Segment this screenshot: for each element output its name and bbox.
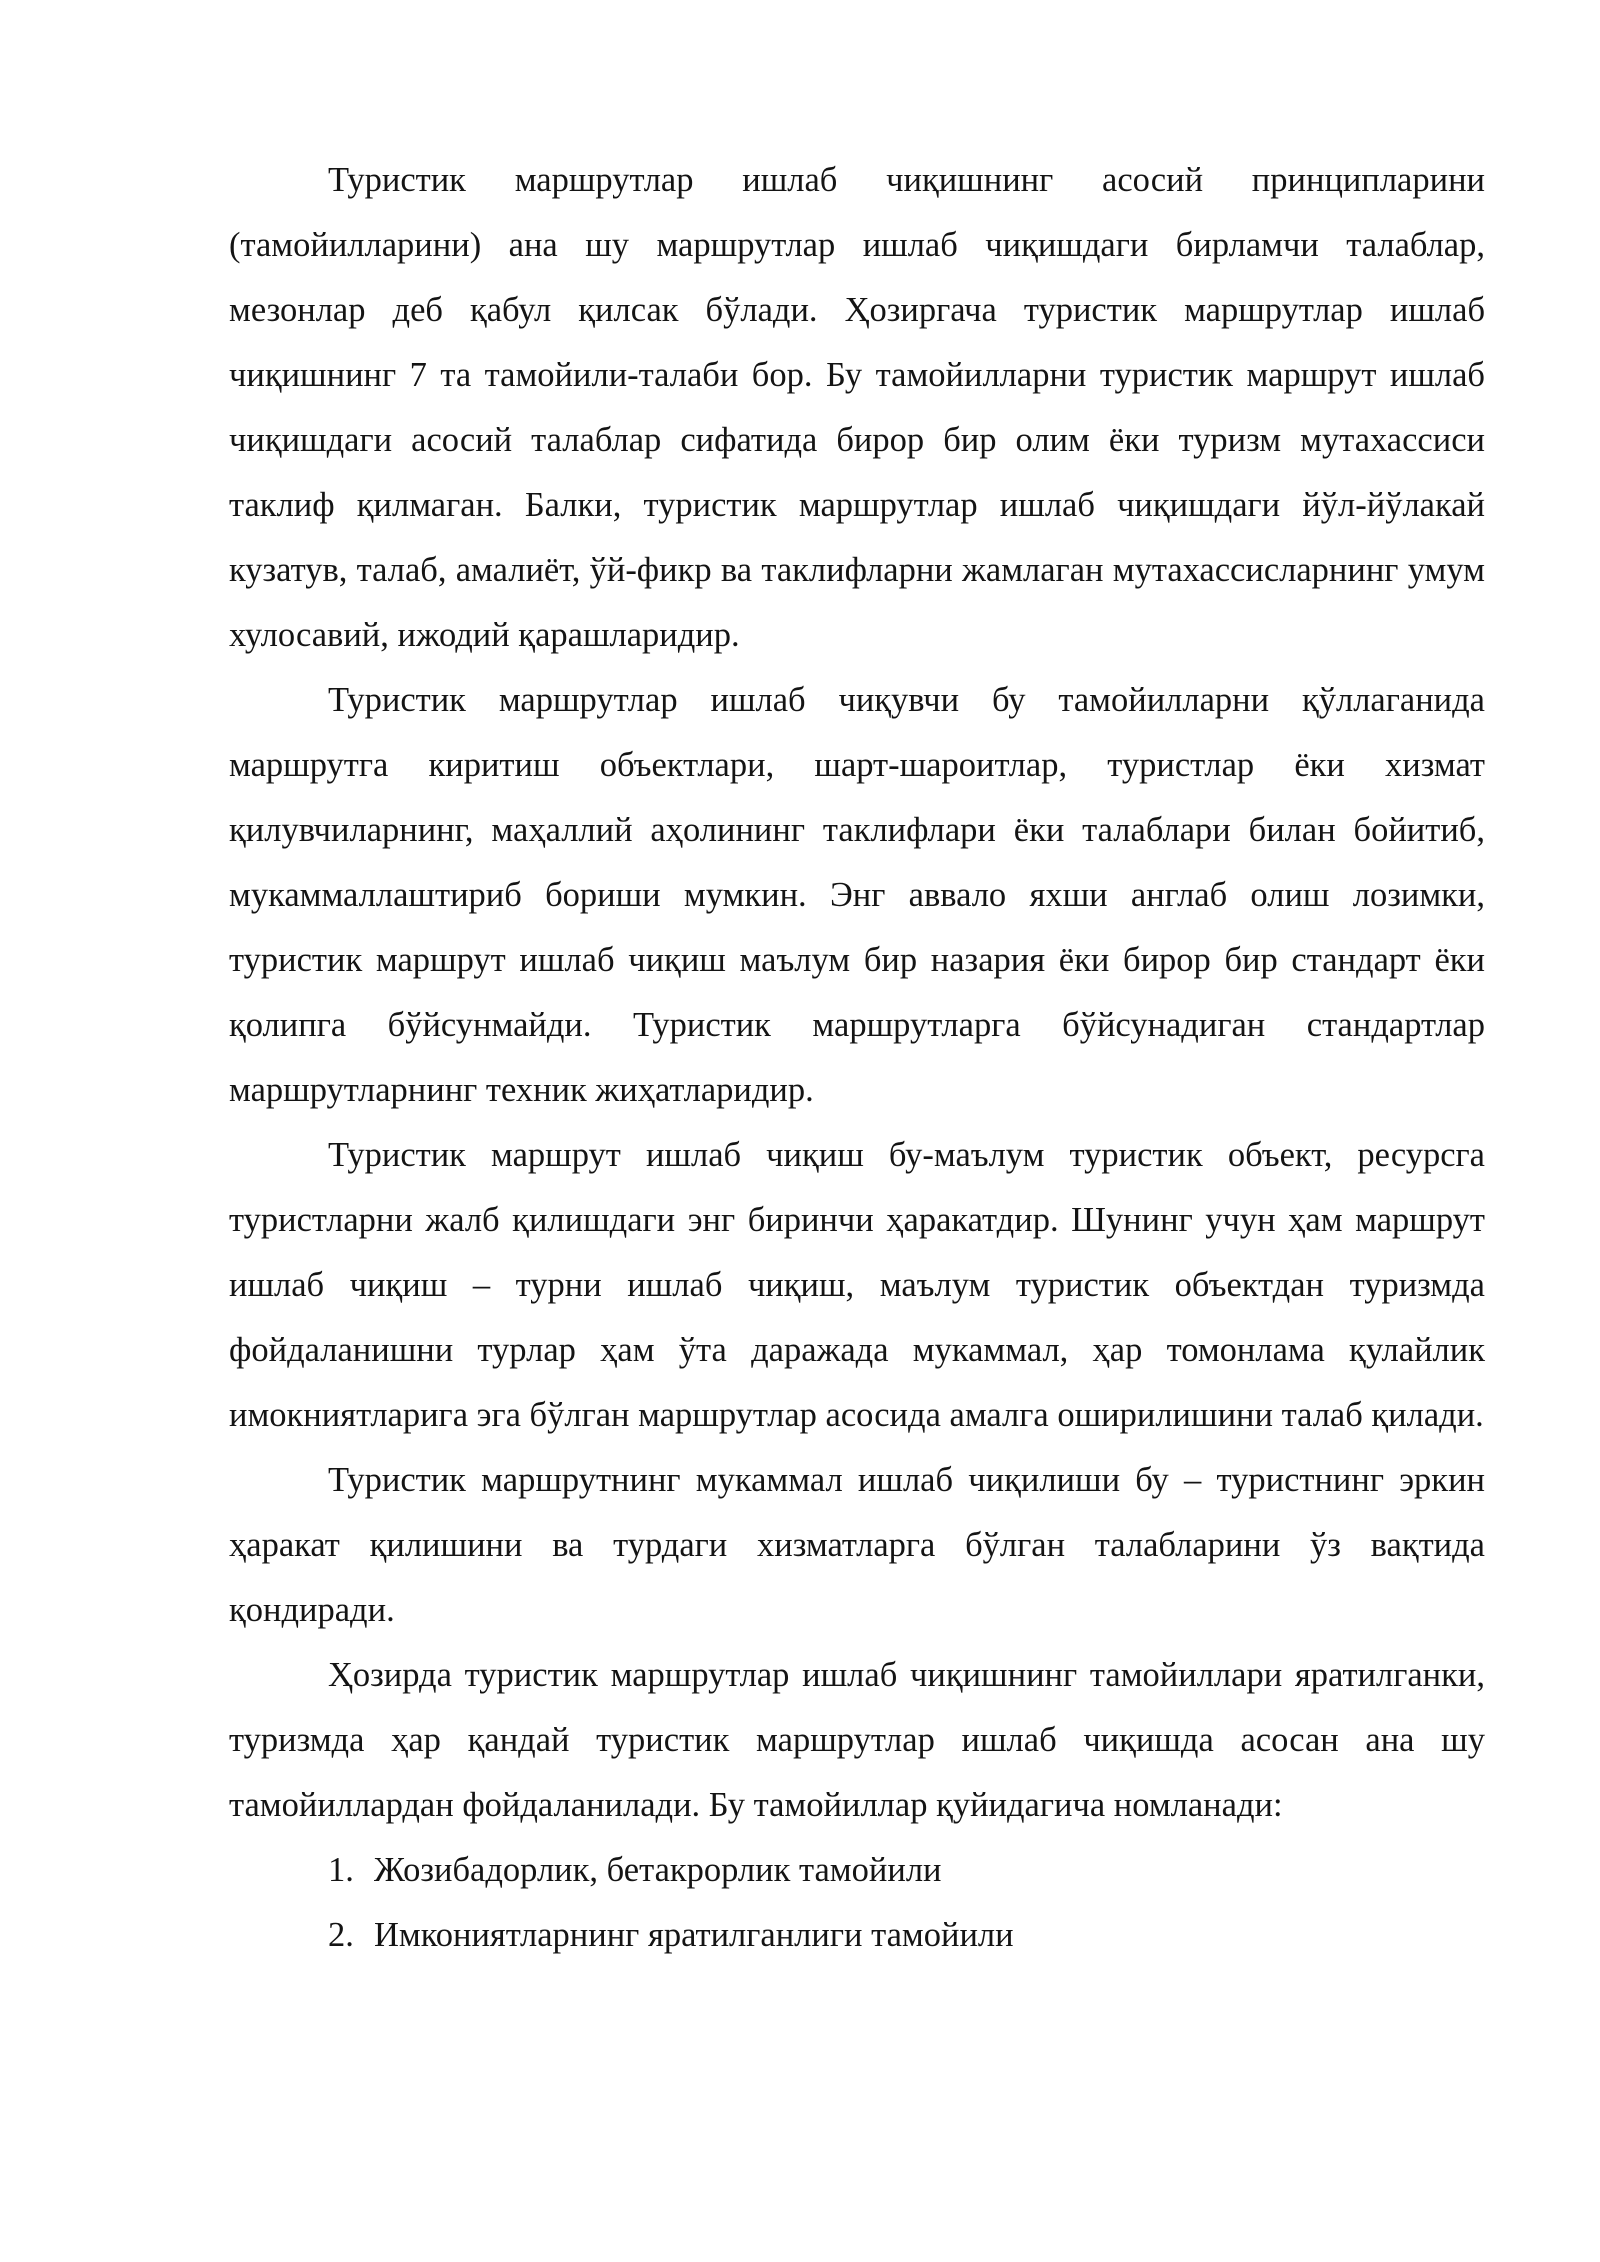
paragraph-4: Туристик маршрутнинг мукаммал ишлаб чиқилиши бу – туристнинг эркин ҳаракат қилишини ва турдаги хизматларга бўлган талабларини ўз вақтида қондиради. bbox=[229, 1461, 1485, 1629]
list-item-text: Имкониятларнинг яратилганлиги тамойили bbox=[374, 1916, 1014, 1954]
paragraph-1: Туристик маршрутлар ишлаб чиқишнинг асосий принципларини (тамойилларини) ана шу маршрутлар ишлаб чиқишдаги бирламчи талаблар, мезонлар деб қабул қилсак бўлади. Ҳозиргача туристик маршрутлар ишлаб чиқишнинг 7 та тамойили-талаби бор. Бу тамойилларни туристик маршрут ишлаб чиқишдаги асосий талаблар сифатида бирор бир олим ёки туризм мутахассиси таклиф қилмаган. Балки, туристик маршрутлар ишлаб чиқишдаги йўл-йўлакай кузатув, талаб, амалиёт, ўй-фикр ва таклифларни жамлаган мутахассисларнинг умум хулосавий, ижодий қарашларидир. bbox=[229, 161, 1485, 654]
paragraph-2: Туристик маршрутлар ишлаб чиқувчи бу тамойилларни қўллаганида маршрутга киритиш объектлари, шарт-шароитлар, туристлар ёки хизмат қилувчиларнинг, маҳаллий аҳолининг таклифлари ёки талаблари билан бойитиб, мукаммаллаштириб бориши мумкин. Энг аввало яхши англаб олиш лозимки, туристик маршрут ишлаб чиқиш маълум бир назария ёки бирор бир стандарт ёки қолипга бўйсунмайди. Туристик маршрутларга бўйсунадиган стандартлар маршрутларнинг техник жиҳатларидир. bbox=[229, 681, 1485, 1109]
list-item-number: 1. bbox=[328, 1851, 354, 1889]
principles-list bbox=[229, 1838, 1485, 1968]
paragraph-3: Туристик маршрут ишлаб чиқиш бу-маълум туристик объект, ресурсга туристларни жалб қилишдаги энг биринчи ҳаракатдир. Шунинг учун ҳам маршрут ишлаб чиқиш – турни ишлаб чиқиш, маълум туристик объектдан туризмда фойдаланишни турлар ҳам ўта даражада мукаммал, ҳар томонлама қулайлик имокниятларига эга бўлган маршрутлар асосида амалга оширилишини талаб қилади. bbox=[229, 1136, 1485, 1434]
list-item bbox=[229, 1838, 1485, 1903]
document-body bbox=[229, 148, 1485, 1968]
paragraph-5: Ҳозирда туристик маршрутлар ишлаб чиқишнинг тамойиллари яратилганки, туризмда ҳар қандай туристик маршрутлар ишлаб чиқишда асосан ана шу тамойиллардан фойдаланилади. Бу тамойиллар қуйидагича номланади: bbox=[229, 1656, 1485, 1824]
list-item-text: Жозибадорлик, бетакрорлик тамойили bbox=[374, 1851, 942, 1889]
list-item-number: 2. bbox=[328, 1916, 354, 1954]
list-item bbox=[229, 1903, 1485, 1968]
